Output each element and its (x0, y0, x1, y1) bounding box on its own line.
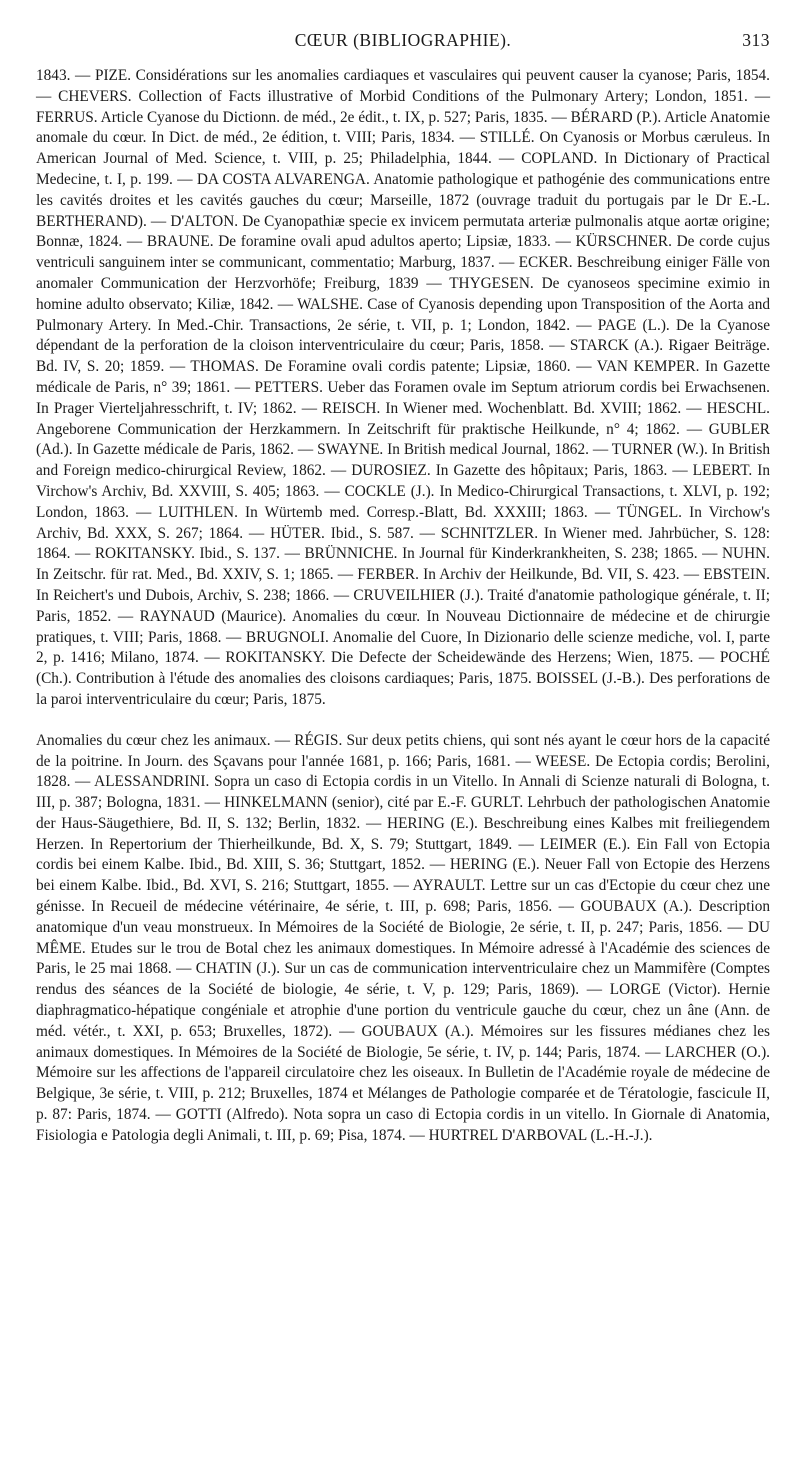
page-header (36, 30, 770, 56)
page-number: 313 (742, 30, 770, 50)
bibliography-text (36, 66, 770, 1147)
bibliography-paragraph-human: 1843. — PIZE. Considérations sur les anomalies cardiaques et vasculaires qui peuvent causer la cyanose; Paris, 1854. — CHEVERS. Collection of Facts illustrative of Morbid Conditions of the Pulmonary Artery; London, 1851. — FERRUS. Article Cyanose du Dictionn. de méd., 2e édit., t. IX, p. 527; Paris, 1835. — BÉRARD (P.). Article Anatomie anomale du cœur. In Dict. de méd., 2e édition, t. VIII; Paris, 1834. — STILLÉ. On Cyanosis or Morbus cæruleus. In American Journal of Med. Science, t. VIII, p. 25; Philadelphia, 1844. — COPLAND. In Dictionary of Practical Medecine, t. I, p. 199. — DA COSTA ALVARENGA. Anatomie pathologique et pathogénie des communications entre les cavités droites et les cavités gauches du cœur; Marseille, 1872 (ouvrage traduit du portugais par le Dr E.-L. BERTHERAND). — D'ALTON. De Cyanopathiæ specie ex invicem permutata arteriæ pulmonalis atque aortæ origine; Bonnæ, 1824. — BRAUNE. De foramine ovali apud adultos aperto; Lipsiæ, 1833. — KÜRSCHNER. De corde cujus ventriculi sanguinem inter se communicant, commentatio; Marburg, 1837. — ECKER. Beschreibung einiger Fälle von anomaler Communication der Herzvorhöfe; Freiburg, 1839 — THYGESEN. De cyanoseos specimine eximio in homine adulto observato; Kiliæ, 1842. — WALSHE. Case of Cyanosis depending upon Transposition of the Aorta and Pulmonary Artery. In Med.-Chir. Transactions, 2e série, t. VII, p. 1; London, 1842. — PAGE (L.). De la Cyanose dépendant de la perforation de la cloison interventriculaire du cœur; Paris, 1858. — STARCK (A.). Rigaer Beiträge. Bd. IV, S. 20; 1859. — THOMAS. De Foramine ovali cordis patente; Lipsiæ, 1860. — VAN KEMPER. In Gazette médicale de Paris, n° 39; 1861. — PETTERS. Ueber das Foramen ovale im Septum atriorum cordis bei Erwachsenen. In Prager Vierteljahresschrift, t. IV; 1862. — REISCH. In Wiener med. Wochenblatt. Bd. XVIII; 1862. — HESCHL. Angeborene Communication der Herzkammern. In Zeitschrift für praktische Heilkunde, n° 4; 1862. — GUBLER (Ad.). In Gazette médicale de Paris, 1862. — SWAYNE. In British medical Journal, 1862. — TURNER (W.). In British and Foreign medico-chirurgical Review, 1862. — DUROSIEZ. In Gazette des hôpitaux; Paris, 1863. — LEBERT. In Virchow's Archiv, Bd. XXVIII, S. 405; 1863. — COCKLE (J.). In Medico-Chirurgical Transactions, t. XLVI, p. 192; London, 1863. — LUITHLEN. In Würtemb med. Corresp.-Blatt, Bd. XXXIII; 1863. — TÜNGEL. In Virchow's Archiv, Bd. XXX, S. 267; 1864. — HÜTER. Ibid., S. 587. — SCHNITZLER. In Wiener med. Jahrbücher, S. 128: 1864. — ROKITANSKY. Ibid., S. 137. — BRÜNNICHE. In Journal für Kinderkrankheiten, S. 238; 1865. — NUHN. In Zeitschr. für rat. Med., Bd. XXIV, S. 1; 1865. — FERBER. In Archiv der Heilkunde, Bd. VII, S. 423. — EBSTEIN. In Reichert's und Dubois, Archiv, S. 238; 1866. — CRUVEILHIER (J.). Traité d'anatomie pathologique générale, t. II; Paris, 1852. — RAYNAUD (Maurice). Anomalies du cœur. In Nouveau Dictionnaire de médecine et de chirurgie pratiques, t. VIII; Paris, 1868. — BRUGNOLI. Anomalie del Cuore, In Dizionario delle scienze mediche, vol. I, parte 2, p. 1416; Milano, 1874. — ROKITANSKY. Die Defecte der Scheidewände des Herzens; Wien, 1875. — POCHÉ (Ch.). Contribution à l'étude des anomalies des cloisons cardiaques; Paris, 1875. BOISSEL (J.-B.). Des perforations de la paroi interventriculaire du cœur; Paris, 1875. (36, 67, 770, 708)
running-head: CŒUR (BIBLIOGRAPHIE). (294, 30, 512, 50)
bibliography-paragraph-animals: Anomalies du cœur chez les animaux. — RÉGIS. Sur deux petits chiens, qui sont nés ayant le cœur hors de la capacité de la poitrine. In Journ. des Sçavans pour l'année 1681, p. 166; Paris, 1681. — WEESE. De Ectopia cordis; Berolini, 1828. — ALESSANDRINI. Sopra un caso di Ectopia cordis in un Vitello. In Annali di Scienze naturali di Bologna, t. III, p. 387; Bologna, 1831. — HINKELMANN (senior), cité par E.-F. GURLT. Lehrbuch der pathologischen Anatomie der Haus-Säugethiere, Bd. II, S. 132; Berlin, 1832. — HERING (E.). Beschreibung eines Kalbes mit freiliegendem Herzen. In Repertorium der Thierheilkunde, Bd. X, S. 79; Stuttgart, 1849. — LEIMER (E.). Ein Fall von Ectopia cordis bei einem Kalbe. Ibid., Bd. XIII, S. 36; Stuttgart, 1852. — HERING (E.). Neuer Fall von Ectopie des Herzens bei einem Kalbe. Ibid., Bd. XVI, S. 216; Stuttgart, 1855. — AYRAULT. Lettre sur un cas d'Ectopie du cœur chez une génisse. In Recueil de médecine vétérinaire, 4e série, t. III, p. 698; Paris, 1856. — GOUBAUX (A.). Description anatomique d'un veau monstrueux. In Mémoires de la Société de Biologie, 2e série, t. II, p. 247; Paris, 1856. — DU MÊME. Etudes sur le trou de Botal chez les animaux domestiques. In Mémoire adressé à l'Académie des sciences de Paris, le 25 mai 1868. — CHATIN (J.). Sur un cas de communication interventriculaire chez un Mammifère (Comptes rendus des séances de la Société de biologie, 4e série, t. V, p. 129; Paris, 1869). — LORGE (Victor). Hernie diaphragmatico-hépatique congéniale et atrophie d'une portion du ventricule gauche du cœur, chez un âne (Ann. de méd. vétér., t. XXI, p. 653; Bruxelles, 1872). — GOUBAUX (A.). Mémoires sur les fissures médianes chez les animaux domestiques. In Mémoires de la Société de Biologie, 5e série, t. IV, p. 144; Paris, 1874. — LARCHER (O.). Mémoire sur les affections de l'appareil circulatoire chez les oiseaux. In Bulletin de l'Académie royale de médecine de Belgique, 3e série, t. VIII, p. 212; Bruxelles, 1874 et Mélanges de Pathologie comparée et de Tératologie, fascicule II, p. 87: Paris, 1874. — GOTTI (Alfredo). Nota sopra un caso di Ectopia cordis in un vitello. In Giornale di Anatomia, Fisiologia e Patologia degli Animali, t. III, p. 69; Pisa, 1874. — HURTREL D'ARBOVAL (L.-H.-J.). (36, 731, 770, 1144)
document-page (36, 0, 770, 1468)
